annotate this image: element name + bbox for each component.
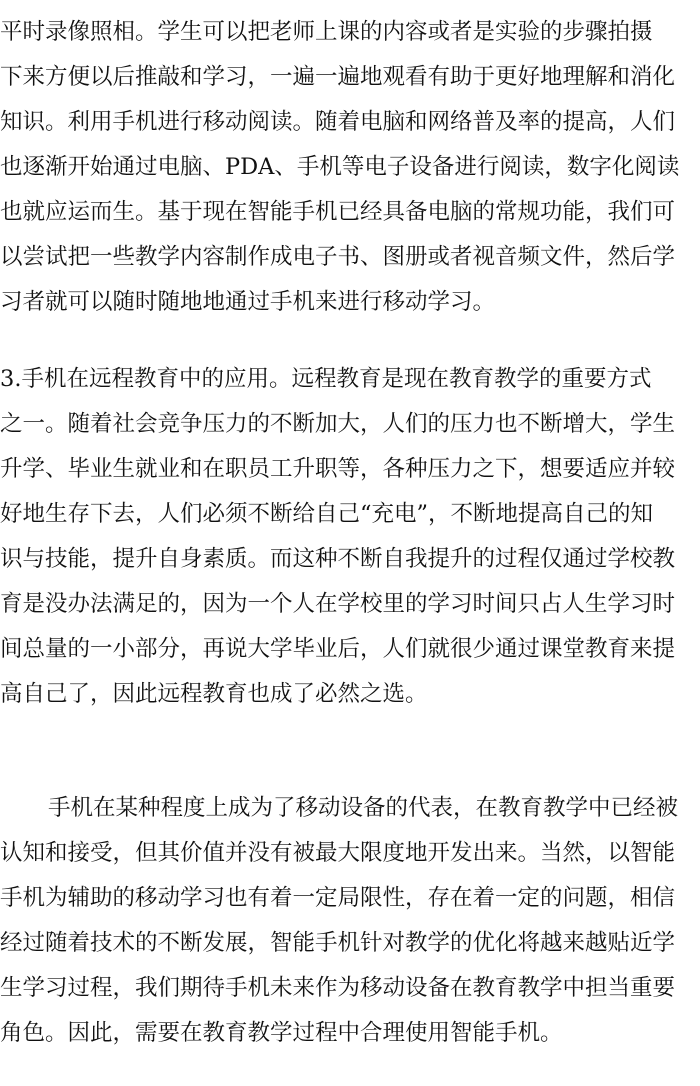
text-line: 平时录像照相。学生可以把老师上课的内容或者是实验的步骤拍摄	[0, 19, 653, 45]
text-line: 识与技能，提升自身素质。而这种不断自我提升的过程仅通过学校教	[0, 546, 676, 572]
text-line: 手机在某种程度上成为了移动设备的代表，在教育教学中已经被	[48, 795, 679, 821]
text-line: 间总量的一小部分，再说大学毕业后，人们就很少通过课堂教育来提	[0, 636, 676, 662]
text-line: 3.手机在远程教育中的应用。远程教育是现在教育教学的重要方式	[0, 366, 652, 392]
text-line: 以尝试把一些教学内容制作成电子书、图册或者视音频文件，然后学	[0, 244, 676, 270]
text-line: 升学、毕业生就业和在职员工升职等，各种压力之下，想要适应并较	[0, 456, 676, 482]
text-line: 也就应运而生。基于现在智能手机已经具备电脑的常规功能，我们可	[0, 199, 676, 225]
text-line: 认知和接受，但其价值并没有被最大限度地开发出来。当然，以智能	[0, 840, 676, 866]
text-line: 手机为辅助的移动学习也有着一定局限性，存在着一定的问题，相信	[0, 885, 676, 911]
text-line: 育是没办法满足的，因为一个人在学校里的学习时间只占人生学习时	[0, 591, 676, 617]
text-line: 下来方便以后推敲和学习，一遍一遍地观看有助于更好地理解和消化	[0, 64, 676, 90]
text-line: 经过随着技术的不断发展，智能手机针对教学的优化将越来越贴近学	[0, 930, 676, 956]
text-line: 好地生存下去，人们必须不断给自己“充电”，不断地提高自己的知	[0, 501, 654, 527]
text-line: 角色。因此，需要在教育教学过程中合理使用智能手机。	[0, 1020, 563, 1046]
text-line: 高自己了，因此远程教育也成了必然之选。	[0, 681, 428, 707]
text-line: 习者就可以随时随地地通过手机来进行移动学习。	[0, 289, 496, 315]
text-line: 之一。随着社会竞争压力的不断加大，人们的压力也不断增大，学生	[0, 411, 676, 437]
text-line: 也逐渐开始通过电脑、PDA、手机等电子设备进行阅读，数字化阅读	[0, 154, 680, 180]
text-line: 生学习过程，我们期待手机未来作为移动设备在教育教学中担当重要	[0, 975, 676, 1001]
text-line: 知识。利用手机进行移动阅读。随着电脑和网络普及率的提高，人们	[0, 109, 676, 135]
